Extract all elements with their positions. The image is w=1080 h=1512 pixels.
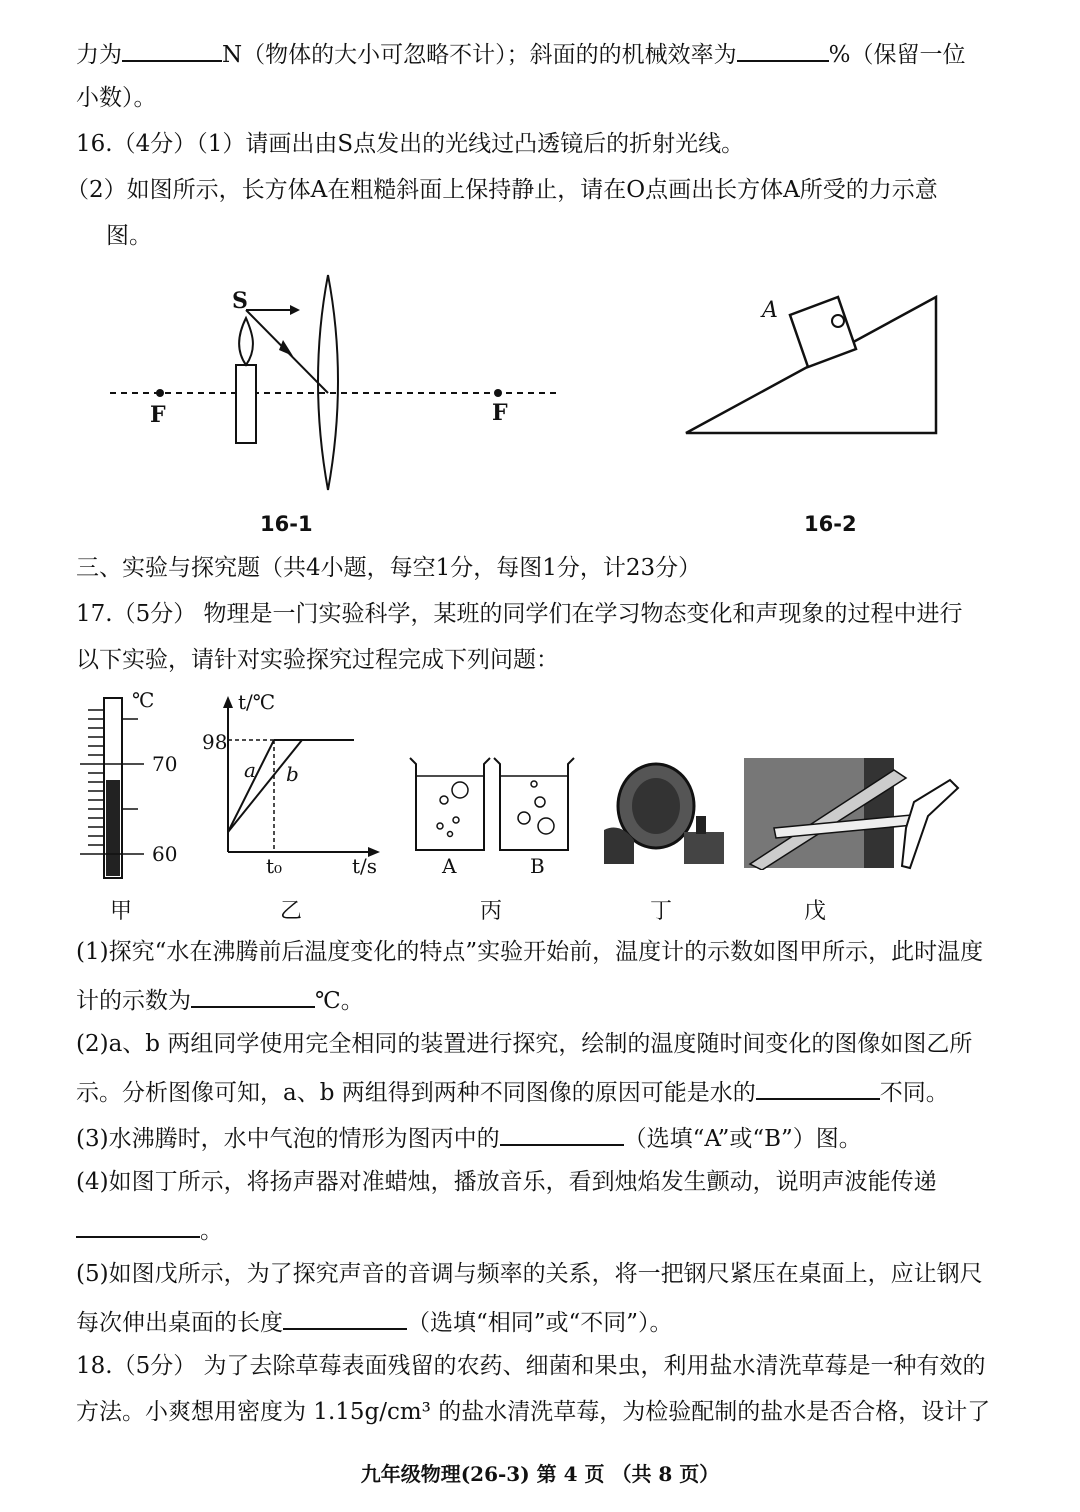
part-2-line-1: (2)a、b 两组同学使用完全相同的装置进行探究，绘制的温度随时间变化的图像如图乙所 [76, 1031, 973, 1057]
question-16-part1: 16.（4分）（1）请画出由S点发出的光线过凸透镜后的折射光线。 [76, 131, 745, 157]
convex-lens [318, 275, 338, 490]
part-3-line [76, 1120, 862, 1155]
caption-16-1: 16-1 [260, 512, 313, 536]
part-4-line-2 [76, 1212, 223, 1247]
text-span: 。 [200, 1218, 223, 1244]
page-footer: 九年级物理(26-3) 第 4 页 （共 8 页） [360, 1462, 720, 1486]
text-span: 计的示数为 [76, 988, 191, 1014]
question-18-line-1: 18.（5分） 为了去除草莓表面残留的农药、细菌和果虫，利用盐水清洗草莓是一种有效的 [76, 1353, 986, 1379]
graph-t0: t₀ [266, 854, 283, 878]
beaker-b-label: B [530, 854, 545, 878]
caption-bing: 丙 [480, 899, 503, 924]
candle-small [696, 816, 706, 834]
beaker-a-label: A [442, 854, 457, 878]
curve-b [228, 740, 302, 832]
hand [902, 780, 958, 868]
figure-wu-ruler [744, 758, 964, 870]
part-4-line-1: (4)如图丁所示，将扬声器对准蜡烛，播放音乐，看到烛焰发生颤动，说明声波能传递 [76, 1169, 937, 1195]
figure-ding-speaker [600, 760, 730, 870]
answer-blank[interactable] [122, 36, 222, 62]
ray-arrow [290, 305, 300, 315]
part-5-line-1: (5)如图戊所示，为了探究声音的音调与频率的关系，将一把钢尺紧压在桌面上，应让钢尺 [76, 1261, 983, 1287]
candle-base [684, 832, 724, 864]
graph-label-a: a [244, 758, 256, 782]
text-span: (3)水沸腾时，水中气泡的情形为图丙中的 [76, 1126, 500, 1152]
answer-blank[interactable] [283, 1304, 407, 1330]
point-s-label: S [232, 288, 248, 314]
curve-a [228, 740, 274, 832]
figure-16-2-incline [680, 285, 950, 445]
thermometer-70: 70 [152, 752, 178, 776]
part-2-line-2 [76, 1074, 949, 1109]
candle [236, 365, 256, 443]
question-18-line-2: 方法。小爽想用密度为 1.15g/cm³ 的盐水清洗草莓，为检验配制的盐水是否合格，设计了 [76, 1399, 991, 1425]
graph-label-b: b [286, 762, 299, 786]
text-span: （选填“相同”或“不同”）。 [407, 1310, 673, 1336]
text-span: %（保留一位 [828, 42, 966, 68]
graph-98: 98 [202, 730, 228, 754]
caption-16-2: 16-2 [804, 512, 857, 536]
candle-flame [239, 318, 253, 365]
text-span: N（物体的大小可忽略不计）；斜面的的机械效率为 [222, 42, 737, 68]
thermometer-60: 60 [152, 842, 178, 866]
part-1-line-1: (1)探究“水在沸腾前后温度变化的特点”实验开始前，温度计的示数如图甲所示，此时温度 [76, 939, 984, 965]
box-a-label: A [762, 298, 778, 323]
thermometer-liquid [106, 780, 120, 876]
text-span: 不同。 [879, 1080, 949, 1106]
text-span: （选填“A”或“B”）图。 [623, 1126, 862, 1152]
figure-16-1-lens [100, 270, 570, 500]
thermometer-unit: ℃ [132, 688, 155, 712]
part-5-line-2 [76, 1304, 673, 1339]
box-a [790, 297, 856, 367]
text-span: 每次伸出桌面的长度 [76, 1310, 283, 1336]
text-span: 示。分析图像可知，a、b 两组得到两种不同图像的原因可能是水的 [76, 1080, 756, 1106]
answer-blank[interactable] [500, 1120, 624, 1146]
caption-yi: 乙 [280, 899, 303, 924]
question-17-intro-cont: 以下实验，请针对实验探究过程完成下列问题： [76, 647, 559, 673]
focal-label-left: F [150, 402, 166, 428]
caption-wu: 戊 [804, 899, 827, 924]
focal-point-left [156, 389, 164, 397]
figure-bing-beakers [404, 750, 584, 860]
text-span: ℃。 [315, 988, 364, 1014]
part-1-line-2 [76, 982, 364, 1017]
text-span: 力为 [76, 42, 122, 68]
text-line-2: 小数）。 [76, 85, 157, 111]
question-16-part2-cont: 图。 [106, 223, 152, 249]
answer-blank[interactable] [191, 982, 315, 1008]
graph-xlabel: t/s [352, 854, 378, 878]
graph-ylabel: t/℃ [238, 690, 276, 714]
focal-point-right [494, 389, 502, 397]
question-16-part2: （2）如图所示，长方体A在粗糙斜面上保持静止，请在O点画出长方体A所受的力示意 [66, 177, 938, 203]
text-line-1 [76, 36, 965, 71]
focal-label-right: F [492, 400, 508, 426]
section-3-title: 三、实验与探究题（共4小题，每空1分，每图1分，计23分） [76, 555, 702, 581]
ray-arrow [279, 340, 293, 356]
caption-jia: 甲 [110, 899, 133, 924]
beaker-b [494, 758, 574, 850]
caption-ding: 丁 [650, 899, 673, 924]
answer-blank[interactable] [76, 1212, 200, 1238]
answer-blank[interactable] [756, 1074, 880, 1100]
answer-blank[interactable] [737, 36, 829, 62]
question-17-intro: 17.（5分） 物理是一门实验科学，某班的同学们在学习物态变化和声现象的过程中进行 [76, 601, 963, 627]
